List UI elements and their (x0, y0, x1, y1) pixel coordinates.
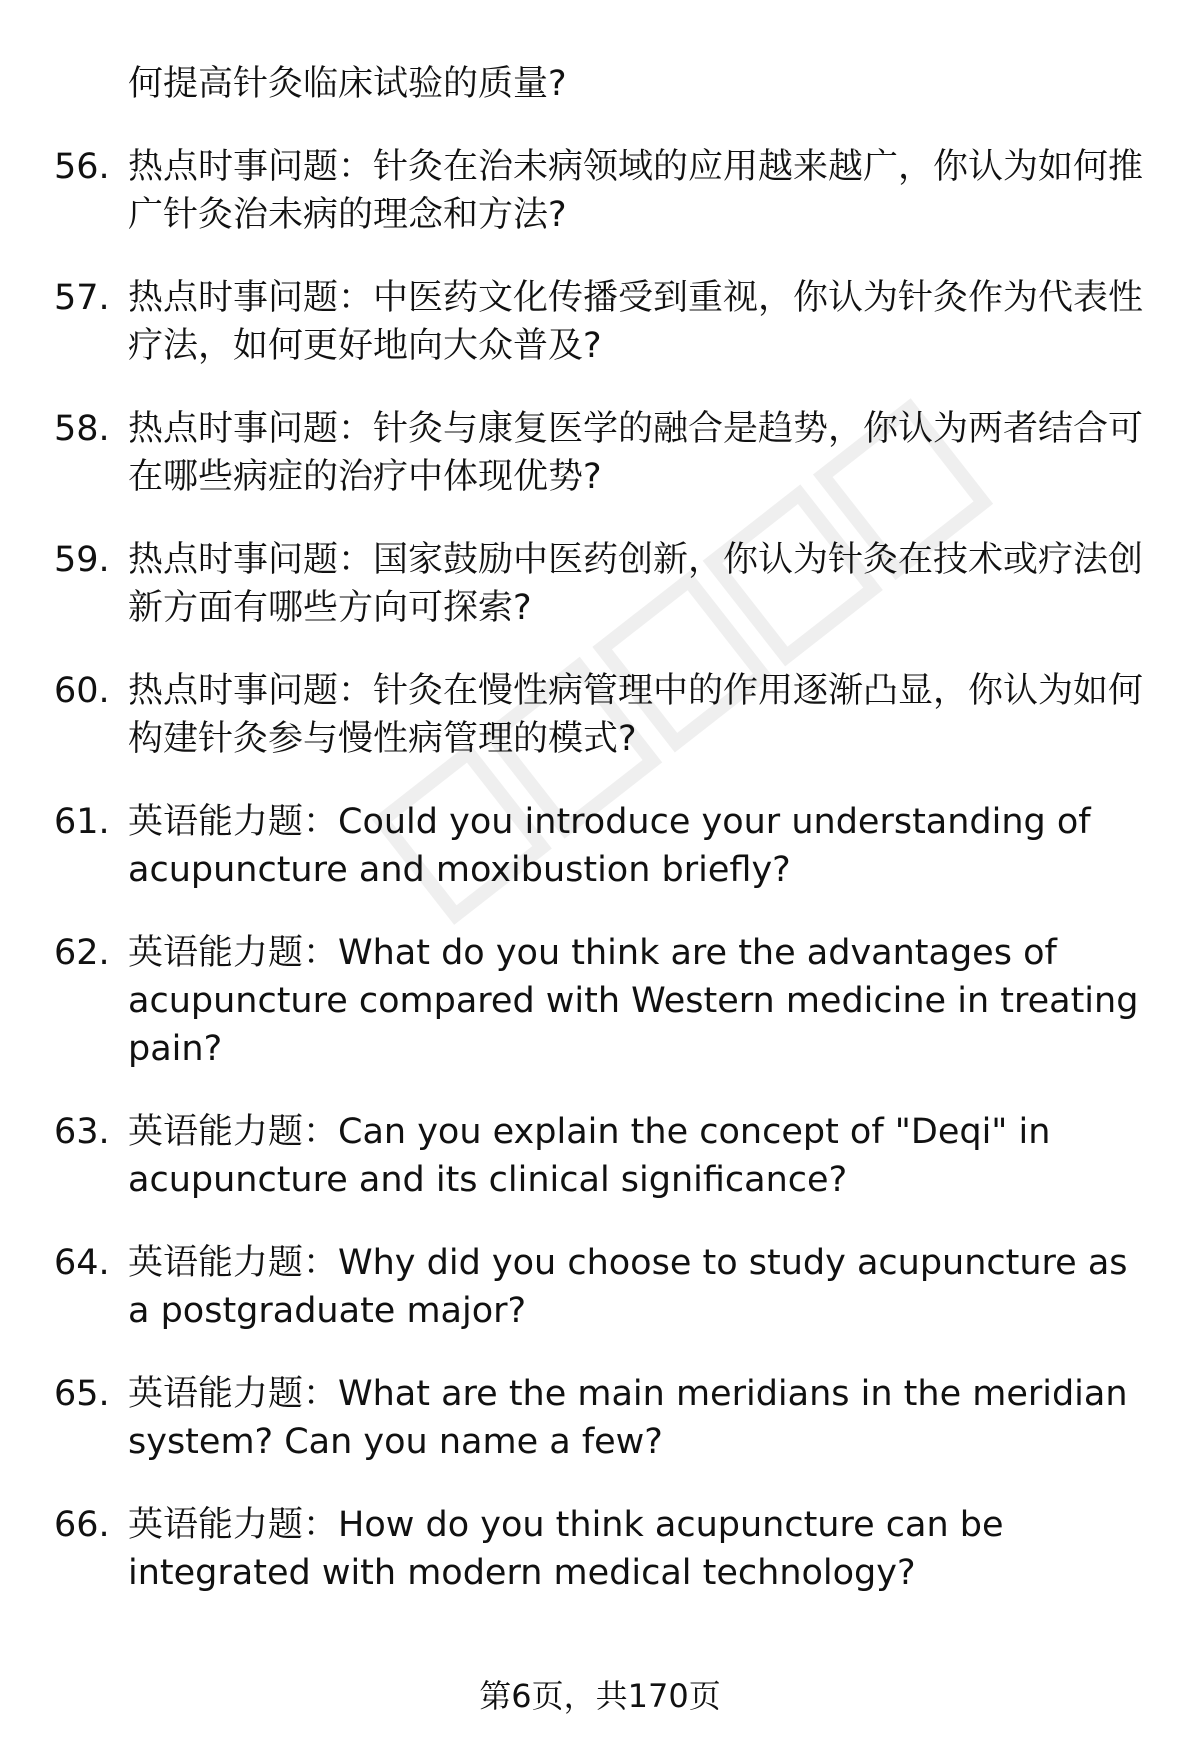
question-item (0, 1501, 1200, 1597)
question-item (0, 1108, 1200, 1204)
question-number: 61. (54, 802, 110, 842)
question-item (0, 143, 1200, 239)
question-number: 60. (54, 671, 110, 711)
page-footer: 第6页，共170页 (479, 1677, 721, 1715)
question-text: 英语能力题：What do you think are the advantages of acupuncture compared with Western medicine in treating pain? (128, 933, 1139, 1069)
question-item (0, 798, 1200, 894)
question-text: 热点时事问题：针灸与康复医学的融合是趋势，你认为两者结合可在哪些病症的治疗中体现优势? (128, 409, 1144, 497)
question-number: 64. (54, 1243, 110, 1283)
question-text: 热点时事问题：针灸在慢性病管理中的作用逐渐凸显，你认为如何构建针灸参与慢性病管理的模式? (128, 671, 1144, 759)
question-text: 英语能力题：Could you introduce your understanding of acupuncture and moxibustion briefly? (128, 802, 1091, 890)
question-number: 59. (54, 540, 110, 580)
question-text: 英语能力题：How do you think acupuncture can be integrated with modern medical technology? (128, 1505, 1004, 1593)
question-number: 57. (54, 278, 110, 318)
continuation-text: 何提高针灸临床试验的质量? (128, 64, 567, 104)
question-list (0, 143, 1200, 1632)
question-number: 65. (54, 1374, 110, 1414)
question-number: 58. (54, 409, 110, 449)
question-text: 热点时事问题：中医药文化传播受到重视，你认为针灸作为代表性疗法，如何更好地向大众普及? (128, 278, 1144, 366)
question-item (0, 274, 1200, 370)
question-item (0, 1370, 1200, 1466)
question-text: 英语能力题：Why did you choose to study acupuncture as a postgraduate major? (128, 1243, 1128, 1331)
question-item (0, 929, 1200, 1073)
question-text: 英语能力题：Can you explain the concept of "Deqi" in acupuncture and its clinical significance? (128, 1112, 1051, 1200)
question-number: 56. (54, 147, 110, 187)
question-item (0, 1239, 1200, 1335)
question-text: 热点时事问题：针灸在治未病领域的应用越来越广，你认为如何推广针灸治未病的理念和方法? (128, 147, 1144, 235)
question-number: 66. (54, 1505, 110, 1545)
question-text: 热点时事问题：国家鼓励中医药创新，你认为针灸在技术或疗法创新方面有哪些方向可探索? (128, 540, 1144, 628)
question-item (0, 667, 1200, 763)
question-item (0, 405, 1200, 501)
question-number: 63. (54, 1112, 110, 1152)
question-text: 英语能力题：What are the main meridians in the meridian system? Can you name a few? (128, 1374, 1128, 1462)
question-item (0, 536, 1200, 632)
question-number: 62. (54, 933, 110, 973)
